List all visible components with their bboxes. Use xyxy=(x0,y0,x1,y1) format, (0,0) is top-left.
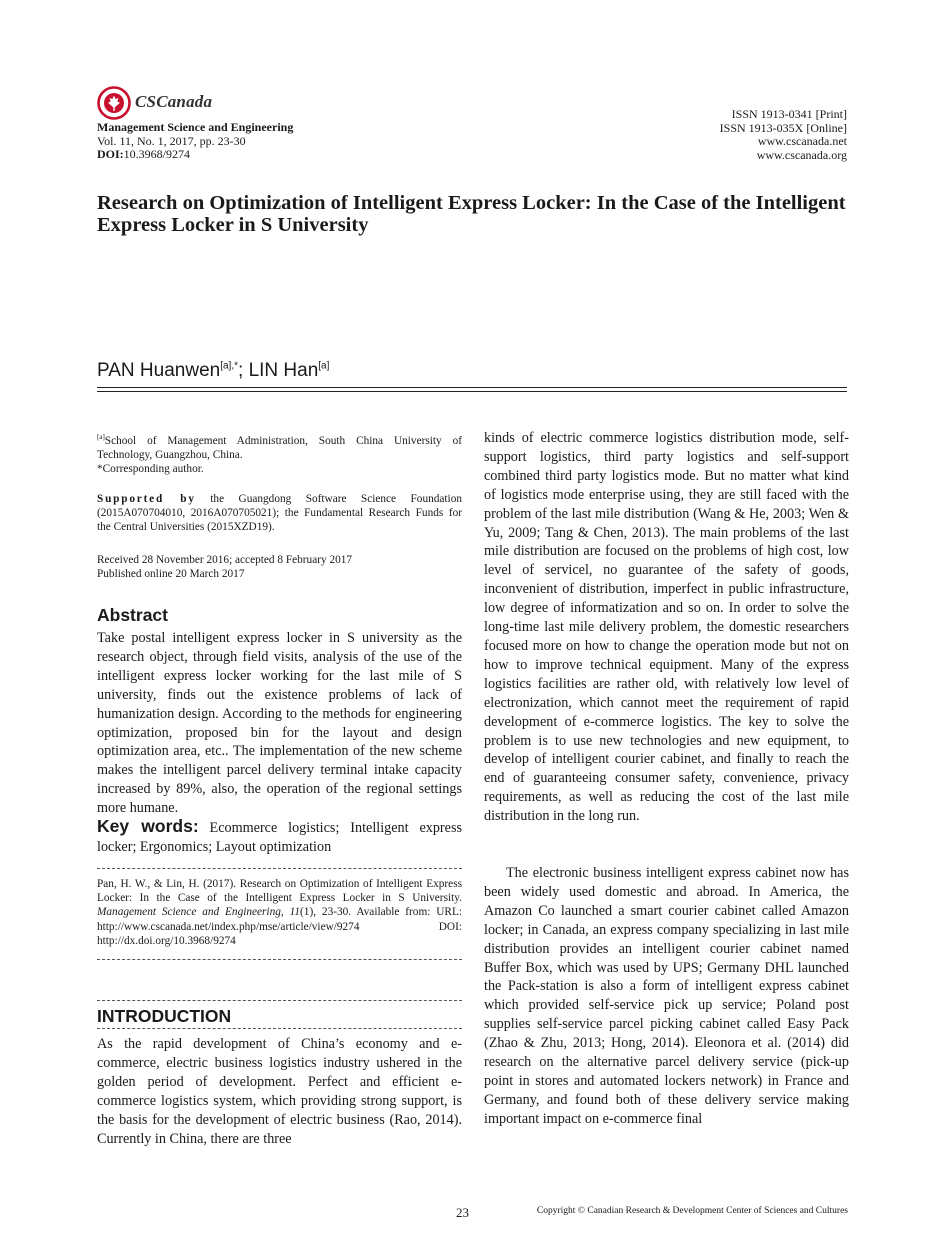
author-rule-bottom xyxy=(97,391,847,392)
affiliation-text: School of Management Administration, South China University of Technology, Guangzhou, China. xyxy=(97,434,462,461)
journal-url-net[interactable]: www.cscanada.net xyxy=(757,134,847,148)
doi-line xyxy=(97,148,293,162)
dates xyxy=(97,553,462,581)
page-number: 23 xyxy=(456,1205,469,1220)
citation-divider-bottom xyxy=(97,959,462,960)
affiliation xyxy=(97,430,462,476)
how-to-cite xyxy=(97,877,462,948)
author-name: PAN Huanwen xyxy=(97,360,221,381)
introduction-paragraph: As the rapid development of China’s economy and e-commerce, electric business logistics industry ushered in the golden period of development. Perfect and efficient e-commerce logistics system, which providing strong support, is the basis for the development of electric business (Rao, 2014). Currently in China, there are three xyxy=(97,1036,462,1147)
intro-divider-top xyxy=(97,1000,462,1001)
affiliation-mark: [a] xyxy=(97,433,105,441)
abstract-heading: Abstract xyxy=(97,605,168,625)
citation-separator: , xyxy=(280,906,290,919)
published-date: Published online 20 March 2017 xyxy=(97,568,245,581)
issn-online: ISSN 1913-035X [Online] xyxy=(719,120,847,135)
doi-value: 10.3968/9274 xyxy=(123,147,191,161)
keywords-label: Key words: xyxy=(97,816,199,836)
doi-label: DOI: xyxy=(97,147,124,161)
author-affiliation-mark: [a] xyxy=(318,360,330,372)
author-affiliation-mark: [a],* xyxy=(220,360,239,372)
citation-volume: 11 xyxy=(289,906,301,919)
issn-print: ISSN 1913-0341 [Print] xyxy=(731,107,847,121)
introduction-heading: INTRODUCTION xyxy=(97,1006,232,1026)
citation-journal: Management Science and Engineering xyxy=(97,906,281,919)
paper-title: Research on Optimization of Intelligent Express Locker: In the Case of the Intelligent Express Locker in S University xyxy=(97,192,846,236)
issn-info xyxy=(720,108,847,162)
journal-url-org[interactable]: www.cscanada.org xyxy=(756,147,847,162)
author-line xyxy=(97,360,329,382)
citation-text: Pan, H. W., & Lin, H. (2017). Research on Optimization of Intelligent Express Locker: In the Case of the Intelligent Express Locker in S University. xyxy=(97,878,462,905)
logo-wordmark: CSCanada xyxy=(135,92,213,111)
citation-tail: (1), 23-30. Available from: URL: http://www.cscanada.net/index.php/mse/article/view/9274 DOI: http://dx.doi.org/10.3968/9274 xyxy=(97,906,462,947)
funding-label: Supported by xyxy=(97,493,196,505)
cscanada-logo-icon xyxy=(97,86,131,120)
intro-divider-bottom xyxy=(97,1028,462,1029)
journal-name: Management Science and Engineering xyxy=(97,120,294,134)
abstract-text: Take postal intelligent express locker in S university as the research object, through field visits, analysis of the use of the intelligent express locker working for the last mile of S university, finds out the existence problems of lack of humanization design. According to the methods for engineering optimization, proposed bin for the layout and design optimization area, etc.. The implementation of the new scheme makes the intelligent parcel delivery terminal intake capacity increased by 89%, also, the operation of the regional settings more humane. xyxy=(97,630,462,817)
journal-info xyxy=(97,121,293,162)
author-separator: ; xyxy=(238,360,249,381)
received-date: Received 28 November 2016; accepted 8 February 2017 xyxy=(97,554,353,566)
author-rule-top xyxy=(97,387,847,388)
copyright-notice: Copyright © Canadian Research & Development Center of Sciences and Cultures xyxy=(536,1206,848,1216)
keywords xyxy=(97,817,462,857)
body-paragraph-2: The electronic business intelligent express cabinet now has been widely used domestic and abroad. In America, the Amazon Co launched a smart courier cabinet called Amazon locker; in Canada, an express company specializing in last mile distribution provides an intelligent courier cabinet named Buffer Box, which was used by UPS; Germany DHL launched the Pack-station is also a form of intelligent express cabinet which provided self-service pick up service; Poland post supplies self-service parcel picking cabinet called Easy Pack (Zhao & Zhu, 2013; Hong, 2014). Eleonora et al. (2014) did research on the alternative parcel delivery service (pick-up point in stores and automated lockers network) in France and Germany, and found both of these delivery service making important impact on e-commerce final xyxy=(484,865,849,1127)
keywords-text: Ecommerce logistics; Intelligent express locker; Ergonomics; Layout optimization xyxy=(97,820,462,855)
volume-info: Vol. 11, No. 1, 2017, pp. 23-30 xyxy=(97,133,246,148)
citation-divider-top xyxy=(97,868,462,869)
corresponding-note: *Corresponding author. xyxy=(97,463,204,476)
author-name: LIN Han xyxy=(248,360,319,381)
funding-text: the Guangdong Software Science Foundation (2015A070704010, 2016A070705021); the Fundamental Research Funds for the Central Universities (2015XZD19). xyxy=(97,493,462,534)
body-paragraph-1: kinds of electric commerce logistics distribution mode, self-support logistics, third party logistics and self-support combined third party logistics mode. But no matter what kind of logistics mode enterprise using, they are still faced with the problem of the last mile distribution (Wang & He, 2003; Wen & Yu, 2009; Tang & Chen, 2013). The main problems of the last mile distribution are focused on the problems of high cost, low level of servicel, no guarantee of the safety of goods, inconvenient of distribution, imperfect in public infrastructure, low degree of informatization and so on. In order to solve the long-time last mile delivery problem, the domestic researchers focused more on how to change the operation mode but not on how to improve technical equipment. Many of the express logistics facilities are rather old, with relatively low level of electronization, which cannot meet the requirement of rapid development of e-commerce logistics. The key to solve the problem is to use new technologies and new equipment, to develop of intelligent courier cabinet, and finally to reach the end of guaranteeing consumer safety, convenience, privacy requirements, as well as reducing the cost of the last mile distribution in the long run. xyxy=(484,430,849,825)
funding-note xyxy=(97,492,462,535)
